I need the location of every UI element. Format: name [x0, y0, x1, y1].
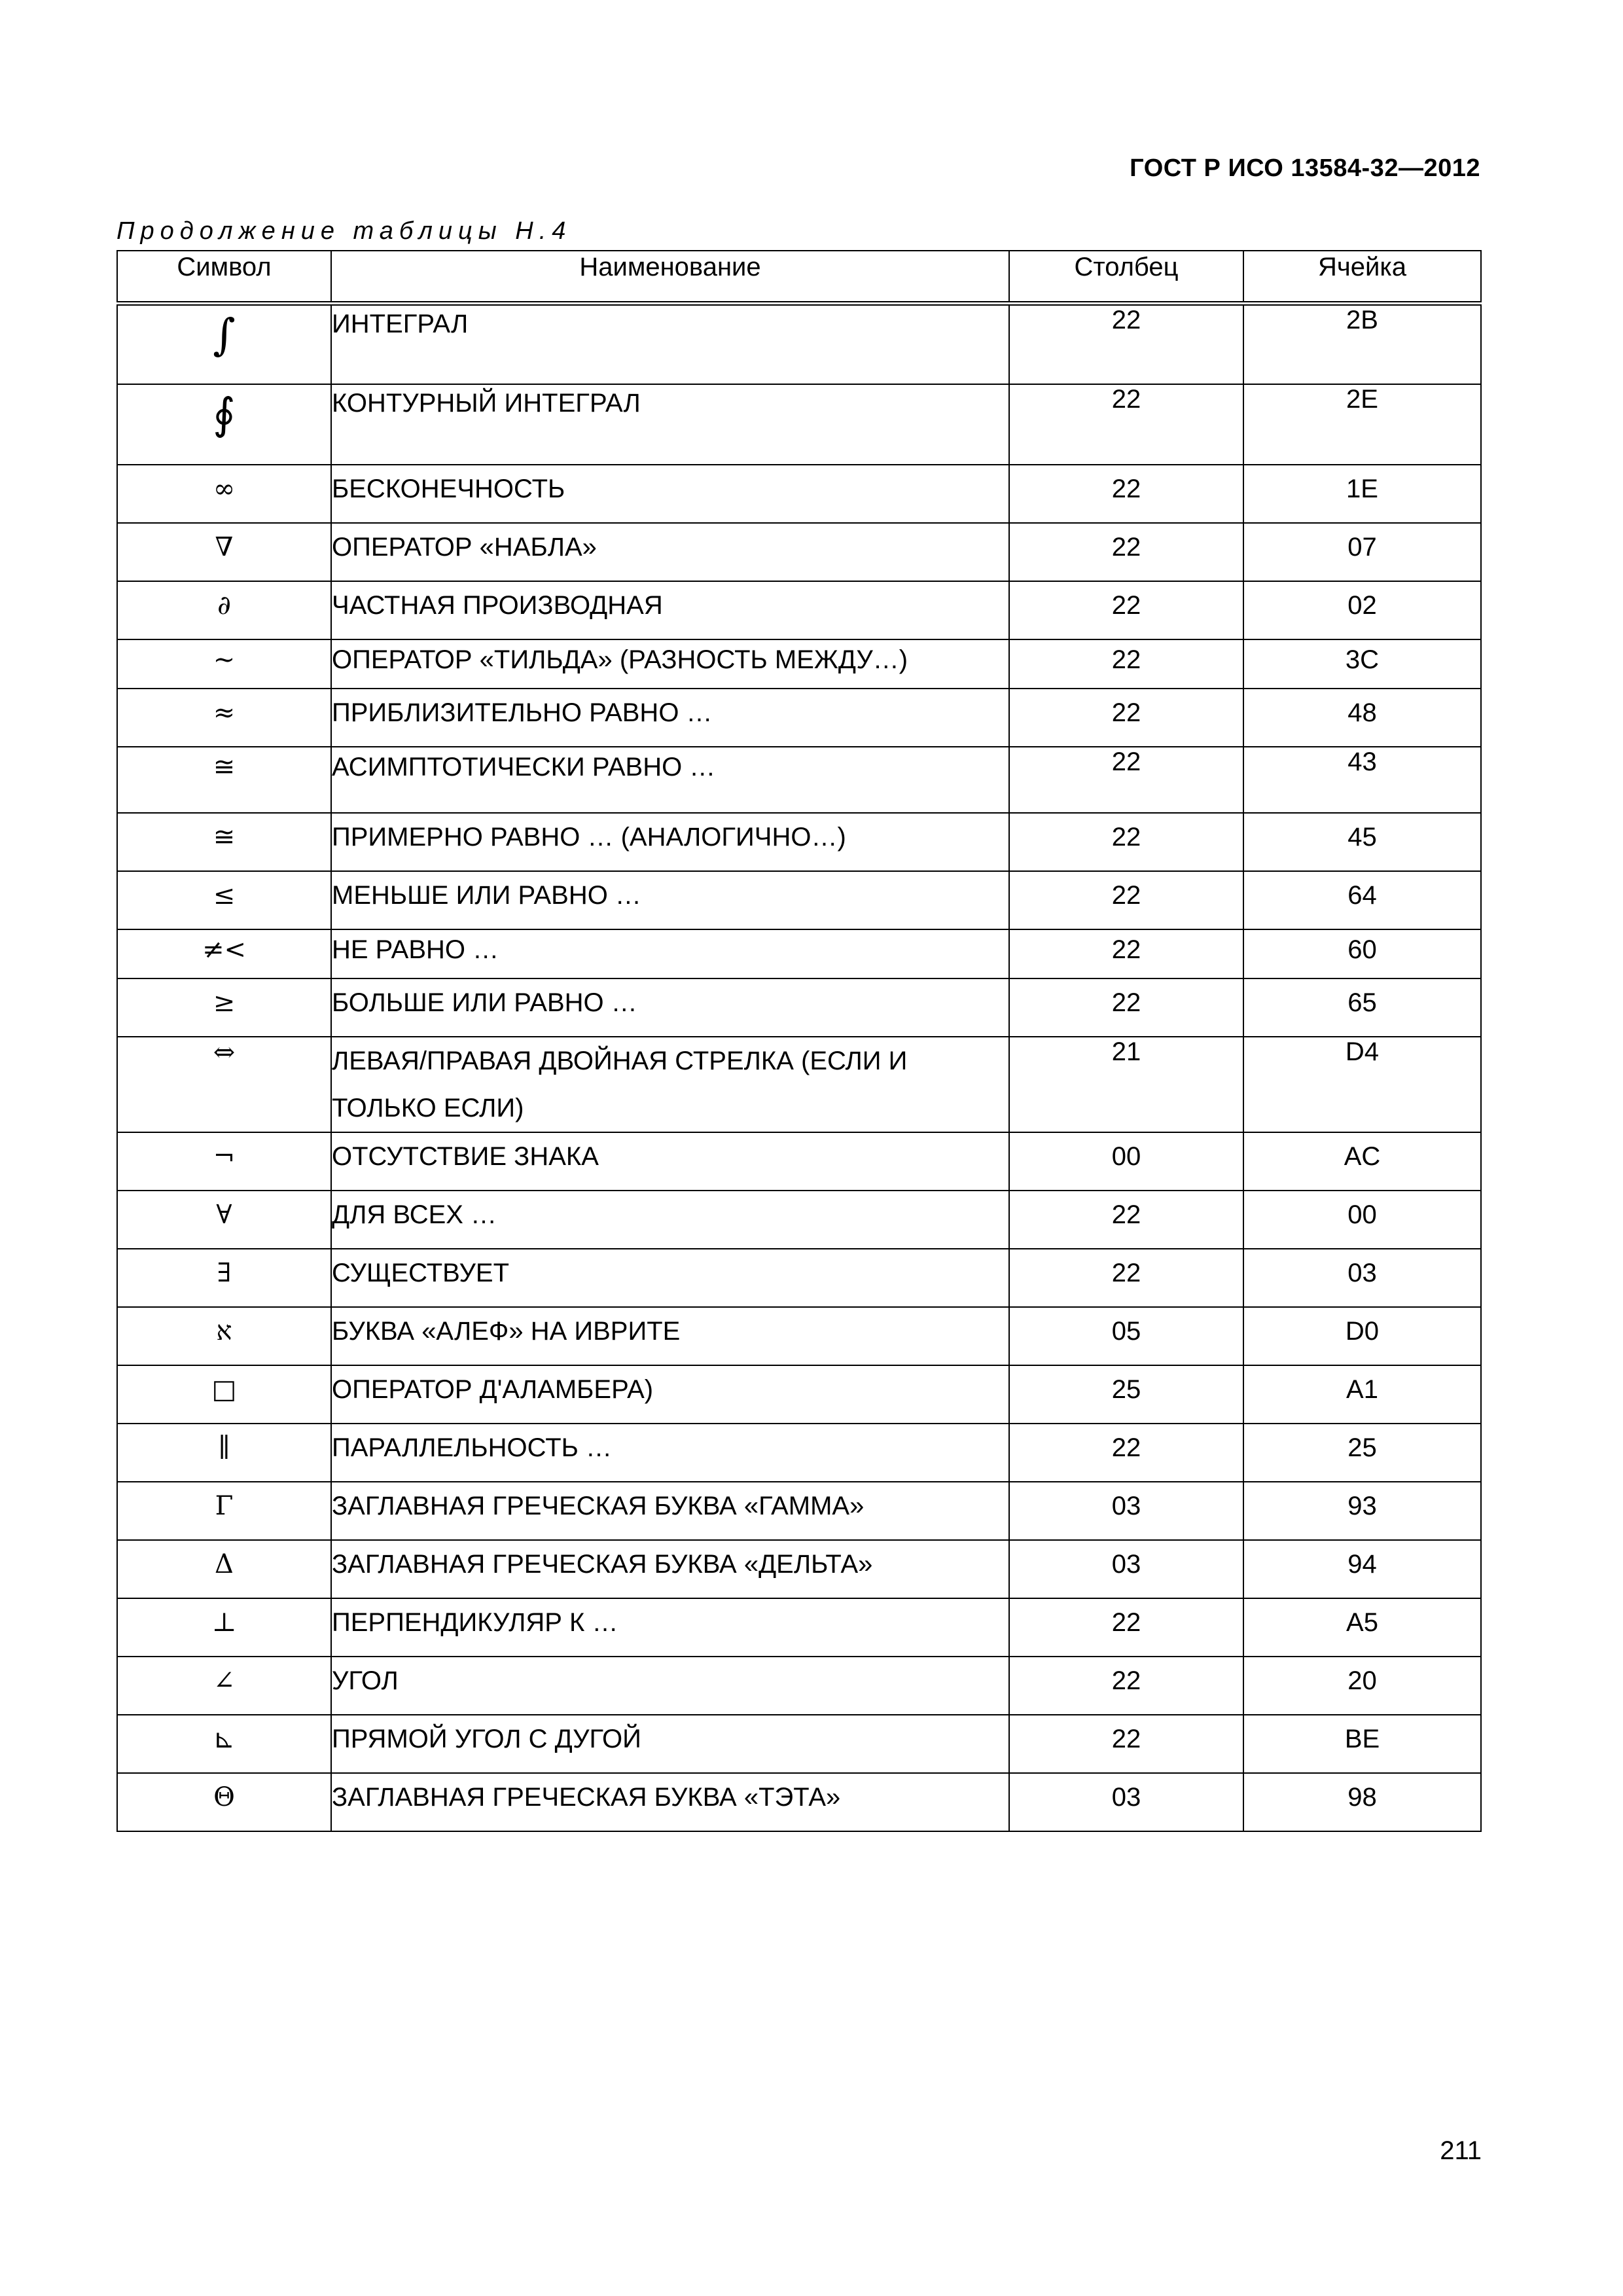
table-row: [117, 384, 1481, 465]
row-cell: 94: [1243, 1540, 1481, 1598]
row-cell: 1E: [1243, 465, 1481, 523]
row-cell: 64: [1243, 871, 1481, 929]
row-column: 22: [1009, 1424, 1243, 1482]
right-angle-arc-symbol: ⊾: [117, 1715, 331, 1773]
row-column: 22: [1009, 871, 1243, 929]
row-name: ПРЯМОЙ УГОЛ С ДУГОЙ: [331, 1715, 1009, 1773]
row-column: 22: [1009, 384, 1243, 465]
row-column: 22: [1009, 978, 1243, 1037]
exists-symbol: ∃: [117, 1249, 331, 1307]
table-row: [117, 1132, 1481, 1191]
page-number: 211: [1440, 2136, 1482, 2165]
row-cell: AC: [1243, 1132, 1481, 1191]
row-cell: A5: [1243, 1598, 1481, 1657]
row-column: 21: [1009, 1037, 1243, 1132]
row-name: БУКВА «АЛЕФ» НА ИВРИТЕ: [331, 1307, 1009, 1365]
row-cell: 03: [1243, 1249, 1481, 1307]
row-name: ПЕРПЕНДИКУЛЯР К …: [331, 1598, 1009, 1657]
row-column: 22: [1009, 304, 1243, 384]
row-column: 22: [1009, 1715, 1243, 1773]
table-row: [117, 523, 1481, 581]
row-name: БОЛЬШЕ ИЛИ РАВНО …: [331, 978, 1009, 1037]
table-row: [117, 689, 1481, 747]
row-name: ЗАГЛАВНАЯ ГРЕЧЕСКАЯ БУКВА «ТЭТА»: [331, 1773, 1009, 1831]
table-row: [117, 581, 1481, 639]
table-row: [117, 871, 1481, 929]
table-row: [117, 978, 1481, 1037]
row-column: 05: [1009, 1307, 1243, 1365]
table-row: [117, 813, 1481, 871]
gamma-symbol: Γ: [117, 1482, 331, 1540]
delta-symbol: Δ: [117, 1540, 331, 1598]
row-column: 22: [1009, 1657, 1243, 1715]
document-header: ГОСТ Р ИСО 13584-32—2012: [1130, 154, 1480, 182]
table-row: [117, 1424, 1481, 1482]
row-cell: D4: [1243, 1037, 1481, 1132]
row-name: МЕНЬШЕ ИЛИ РАВНО …: [331, 871, 1009, 929]
table-row: [117, 304, 1481, 384]
row-name-line-1: ЛЕВАЯ/ПРАВАЯ ДВОЙНАЯ СТРЕЛКА (ЕСЛИ И: [332, 1046, 908, 1075]
symbol-table: [116, 250, 1482, 1832]
dalembert-symbol: □: [117, 1365, 331, 1424]
table-row: [117, 1365, 1481, 1424]
table-row: [117, 1037, 1481, 1132]
row-cell: 20: [1243, 1657, 1481, 1715]
double-arrow-symbol: ⇔: [117, 1037, 331, 1132]
row-column: 03: [1009, 1540, 1243, 1598]
greater-or-equal-symbol: ≥: [117, 978, 331, 1037]
less-or-equal-symbol: ≤: [117, 871, 331, 929]
column-header-cell: Ячейка: [1243, 251, 1481, 304]
row-cell: A1: [1243, 1365, 1481, 1424]
row-cell: 2E: [1243, 384, 1481, 465]
row-name: ПРИБЛИЗИТЕЛЬНО РАВНО …: [331, 689, 1009, 747]
column-header-column: Столбец: [1009, 251, 1243, 304]
row-name-line-2: ТОЛЬКО ЕСЛИ): [332, 1093, 524, 1122]
row-cell: 45: [1243, 813, 1481, 871]
table-row: [117, 1773, 1481, 1831]
row-column: 00: [1009, 1132, 1243, 1191]
integral-symbol: ∫: [213, 310, 236, 360]
row-cell: 98: [1243, 1773, 1481, 1831]
row-name: ИНТЕГРАЛ: [331, 304, 1009, 384]
row-name: ПАРАЛЛЕЛЬНОСТЬ …: [331, 1424, 1009, 1482]
table-caption: Продолжение таблицы H.4: [116, 217, 572, 245]
not-equal-symbol: ≠<: [117, 929, 331, 978]
table-row: [117, 747, 1481, 813]
parallel-symbol: ∥: [117, 1424, 331, 1482]
row-name: НЕ РАВНО …: [331, 929, 1009, 978]
row-column: 03: [1009, 1482, 1243, 1540]
row-cell: 3C: [1243, 639, 1481, 689]
partial-derivative-symbol: ∂: [117, 581, 331, 639]
row-cell: 07: [1243, 523, 1481, 581]
row-name: ОПЕРАТОР «ТИЛЬДА» (РАЗНОСТЬ МЕЖДУ…): [331, 639, 1009, 689]
row-name: ОПЕРАТОР «НАБЛА»: [331, 523, 1009, 581]
table-header-row: [117, 251, 1481, 304]
approximately-equal-symbol: ≅: [117, 813, 331, 871]
row-column: 22: [1009, 465, 1243, 523]
row-cell: 93: [1243, 1482, 1481, 1540]
row-name: ДЛЯ ВСЕХ …: [331, 1191, 1009, 1249]
table-row: [117, 1540, 1481, 1598]
row-name: ОТСУТСТВИЕ ЗНАКА: [331, 1132, 1009, 1191]
angle-symbol: ∠: [117, 1657, 331, 1715]
row-cell: 48: [1243, 689, 1481, 747]
row-name: СУЩЕСТВУЕТ: [331, 1249, 1009, 1307]
row-name: ЧАСТНАЯ ПРОИЗВОДНАЯ: [331, 581, 1009, 639]
row-cell: D0: [1243, 1307, 1481, 1365]
row-column: 25: [1009, 1365, 1243, 1424]
table-row: [117, 1657, 1481, 1715]
row-column: 22: [1009, 1191, 1243, 1249]
row-name: ЗАГЛАВНАЯ ГРЕЧЕСКАЯ БУКВА «ГАММА»: [331, 1482, 1009, 1540]
table-row: [117, 1715, 1481, 1773]
row-column: 22: [1009, 929, 1243, 978]
row-name: УГОЛ: [331, 1657, 1009, 1715]
column-header-symbol: Символ: [117, 251, 331, 304]
contour-integral-symbol: ∮: [213, 388, 236, 439]
table-row: [117, 1482, 1481, 1540]
nabla-symbol: ∇: [117, 523, 331, 581]
row-column: 22: [1009, 747, 1243, 813]
aleph-symbol: א: [117, 1307, 331, 1365]
row-cell: 2B: [1243, 304, 1481, 384]
table-row: [117, 1598, 1481, 1657]
table-row: [117, 465, 1481, 523]
row-cell: 25: [1243, 1424, 1481, 1482]
table-row: [117, 1191, 1481, 1249]
table-row: [117, 1249, 1481, 1307]
row-cell: 43: [1243, 747, 1481, 813]
negation-symbol: ¬: [117, 1132, 331, 1191]
row-cell: 60: [1243, 929, 1481, 978]
row-name: БЕСКОНЕЧНОСТЬ: [331, 465, 1009, 523]
row-column: 22: [1009, 1249, 1243, 1307]
row-column: 22: [1009, 813, 1243, 871]
tilde-symbol: ~: [117, 639, 331, 689]
row-column: 22: [1009, 689, 1243, 747]
row-name: ПРИМЕРНО РАВНО … (АНАЛОГИЧНО…): [331, 813, 1009, 871]
row-name: [331, 1037, 1009, 1132]
table-row: [117, 1307, 1481, 1365]
row-cell: BE: [1243, 1715, 1481, 1773]
row-column: 22: [1009, 581, 1243, 639]
row-name: КОНТУРНЫЙ ИНТЕГРАЛ: [331, 384, 1009, 465]
row-column: 22: [1009, 639, 1243, 689]
row-column: 22: [1009, 1598, 1243, 1657]
row-name: АСИМПТОТИЧЕСКИ РАВНО …: [331, 747, 1009, 813]
row-column: 22: [1009, 523, 1243, 581]
theta-symbol: Θ: [117, 1773, 331, 1831]
row-cell: 65: [1243, 978, 1481, 1037]
row-column: 03: [1009, 1773, 1243, 1831]
almost-equal-symbol: ≈: [117, 689, 331, 747]
row-name: ЗАГЛАВНАЯ ГРЕЧЕСКАЯ БУКВА «ДЕЛЬТА»: [331, 1540, 1009, 1598]
row-cell: 00: [1243, 1191, 1481, 1249]
table-row: [117, 639, 1481, 689]
asymptotic-equal-symbol: ≅: [117, 747, 331, 813]
infinity-symbol: ∞: [117, 465, 331, 523]
perpendicular-symbol: ⊥: [117, 1598, 331, 1657]
row-cell: 02: [1243, 581, 1481, 639]
row-name: ОПЕРАТОР Д'АЛАМБЕРА): [331, 1365, 1009, 1424]
column-header-name: Наименование: [331, 251, 1009, 304]
for-all-symbol: ∀: [117, 1191, 331, 1249]
table-row: [117, 929, 1481, 978]
